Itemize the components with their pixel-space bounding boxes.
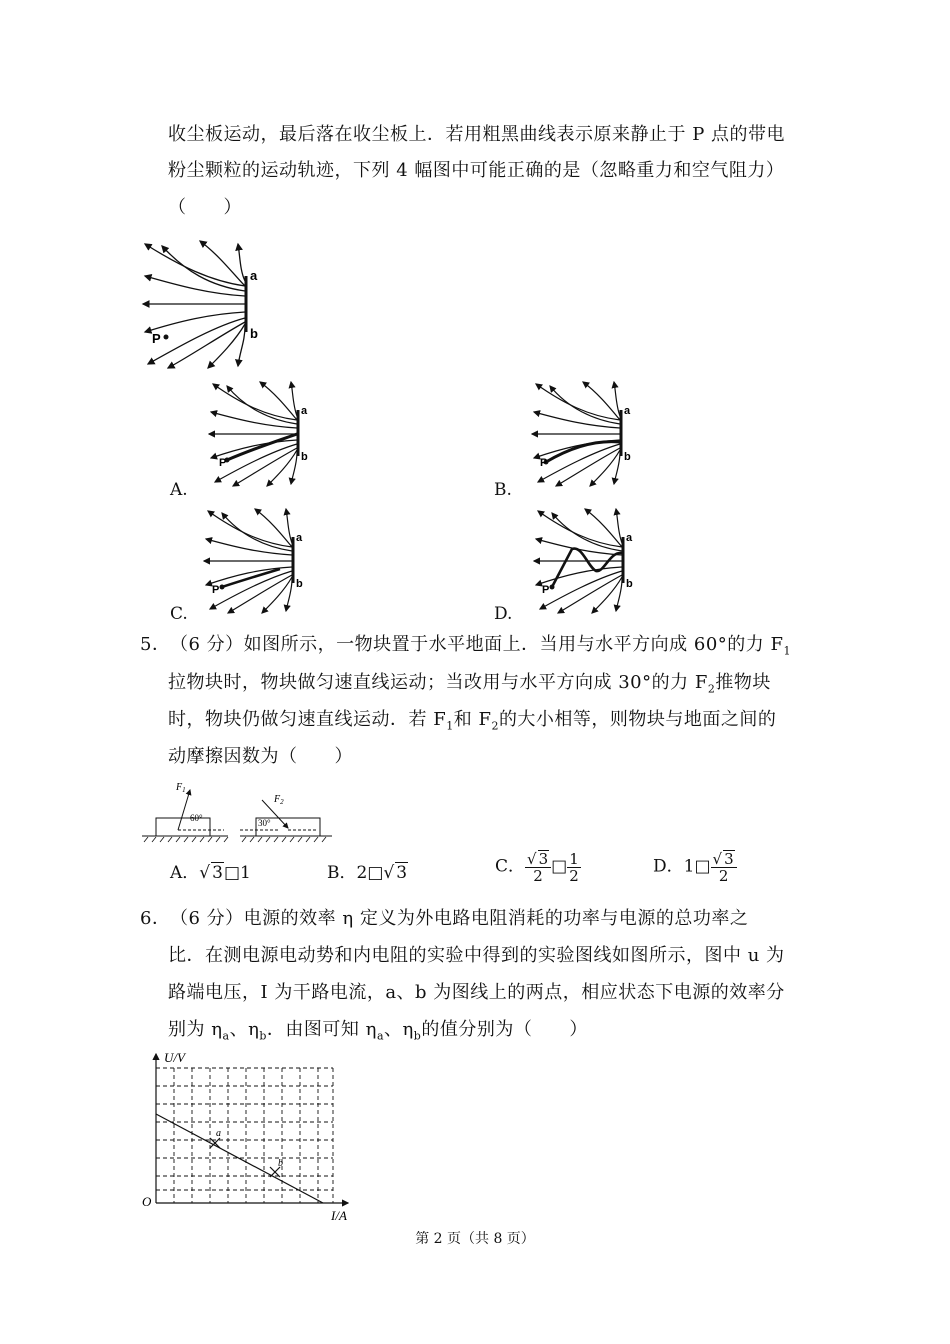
q6-text-line1: （6 分）电源的效率 η 定义为外电路电阻消耗的功率与电源的总功率之 [170, 908, 749, 929]
option-c-figure [200, 505, 310, 615]
x-axis-label: I/A [331, 1208, 347, 1223]
point-a-label: a [216, 1128, 221, 1139]
page-footer: 第 2 页（共 8 页） [415, 1231, 535, 1247]
option-a-label-p: P [219, 457, 227, 469]
ui-graph-figure [138, 1048, 356, 1224]
option-b-figure [528, 378, 638, 488]
q5-option-d: D．1□ $\frac{√ 3}{2}$ [653, 850, 737, 884]
option-b-label-p: P [540, 457, 548, 469]
q4-answer-blank: （ ） [168, 197, 242, 218]
y-axis-label: U/V [164, 1050, 185, 1065]
q4-text-line2: 粉尘颗粒的运动轨迹，下列 4 幅图中可能正确的是（忽略重力和空气阻力） [168, 160, 785, 181]
option-c-letter: C. [170, 604, 188, 624]
force-block-figure [140, 776, 335, 844]
q6-text-line2: 比．在测电源电动势和内电阻的实验中得到的实验图线如图所示，图中 u 为 [168, 945, 785, 966]
option-c-label-a: a [296, 532, 303, 544]
field-lines-figure-main [140, 236, 280, 372]
point-b-label: b [278, 1158, 283, 1169]
plate-end-b-label: b [250, 326, 258, 341]
q5-text-line2: 拉物块时，物块做匀速直线运动；当改用与水平方向成 30°的力 $F_2$推物块 [168, 672, 771, 696]
angle-30-label: 30° [258, 818, 271, 828]
option-d-letter: D. [494, 604, 513, 624]
q5-text-line3: 时，物块仍做匀速直线运动．若 $F_1$和 $F_2$的大小相等，则物块与地面之间的 [168, 709, 777, 733]
plate-end-a-label: a [250, 268, 258, 283]
option-d-label-b: b [626, 578, 633, 590]
force-f2-label: $F_2$ [274, 794, 284, 806]
option-b-label-a: a [624, 405, 631, 417]
q5-option-b: B．2□√ 3 [327, 863, 408, 883]
option-a-label-b: b [301, 451, 308, 463]
option-d-figure [530, 505, 640, 615]
option-a-letter: A. [170, 480, 188, 500]
q6-text-line4: 别为 $\eta_a$、$\eta_b$．由图可知 $\eta_a$、$\eta_b$的值分别为（ ） [168, 1019, 588, 1043]
option-d-label-a: a [626, 532, 633, 544]
option-c-label-p: P [212, 584, 220, 596]
q5-option-c: C． $\frac{√ 3}{2}$ □ $\frac{1}{2}$ [495, 849, 579, 885]
force-f1-label: $F_1$ [176, 782, 186, 794]
option-a-label-a: a [301, 405, 308, 417]
q5-option-a: A．√ 3□1 [170, 863, 251, 883]
q4-text-line1: 收尘板运动，最后落在收尘板上．若用粗黑曲线表示原来静止于 P 点的带电 [168, 124, 786, 145]
angle-60-label: 60° [190, 813, 203, 823]
origin-label: O [142, 1194, 152, 1209]
q5-text-line1: （6 分）如图所示，一物块置于水平地面上．当用与水平方向成 60°的力 $F_1$ [170, 634, 792, 658]
option-d-label-p: P [542, 584, 550, 596]
q6-number: 6． [140, 908, 171, 929]
q6-text-line3: 路端电压，I 为干路电流，a、b 为图线上的两点，相应状态下电源的效率分 [168, 982, 785, 1003]
option-a-figure [205, 378, 315, 488]
q5-number: 5． [140, 634, 171, 655]
point-p-label: P [152, 331, 161, 346]
option-b-letter: B. [494, 480, 512, 500]
q5-text-line4: 动摩擦因数为（ ） [168, 746, 353, 767]
option-c-label-b: b [296, 578, 303, 590]
option-b-label-b: b [624, 451, 631, 463]
